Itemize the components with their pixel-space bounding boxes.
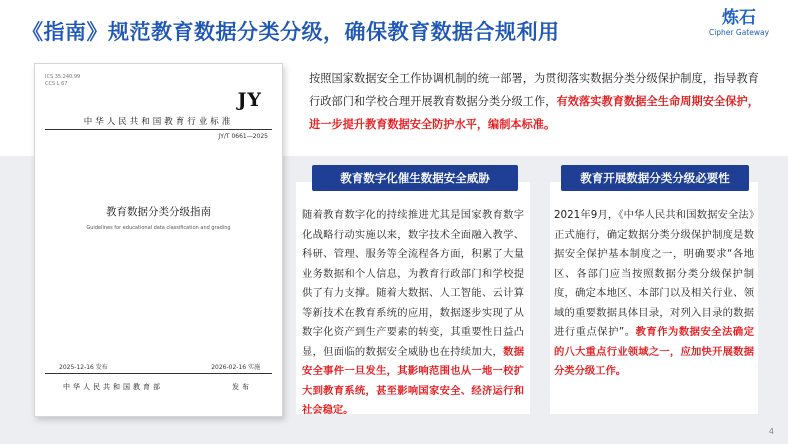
- necessity-highlight: 教育作为数据安全法确定的八大重点行业领域之一，应加快开展数据分类分级工作。: [554, 326, 755, 377]
- threat-heading: 教育数字化催生数据安全威胁: [312, 165, 518, 191]
- standard-cover-image: [34, 63, 283, 417]
- cover-issue-label: 发布: [232, 383, 252, 391]
- intro-paragraph: [309, 67, 759, 136]
- threat-highlight: 数据安全事件一旦发生，其影响范围也从一地一校扩大到教育系统，甚至影响国家安全、经济运行和社会稳定。: [302, 345, 525, 416]
- cover-ics: [45, 74, 80, 88]
- page-number: 4: [768, 427, 774, 436]
- logo-subtext: Cipher Gateway: [708, 28, 770, 37]
- cover-divider-bottom: [45, 373, 272, 374]
- necessity-heading: 教育开展数据分类分级必要性: [561, 165, 749, 191]
- cover-title-english: Guidelines for educational data classification and grading: [86, 225, 231, 231]
- logo-text: 炼石: [722, 8, 756, 28]
- cover-implement-date: 2026-02-16 实施: [211, 364, 260, 371]
- brand-logo: [704, 8, 774, 37]
- cover-code: JY: [237, 89, 262, 111]
- cover-ics-line: ICS 35.240.99: [45, 74, 81, 80]
- threat-paragraph: [302, 206, 524, 421]
- intro-highlight: 有效落实教育数据全生命周期安全保护，进一步提升教育数据安全防护水平，编制本标准。: [309, 95, 759, 131]
- cover-issuer: 中华人民共和国教育部: [63, 383, 163, 391]
- threat-text: 随着教育数字化的持续推进尤其是国家教育数字化战略行动实施以来，数字技术全面融入教学、科研、管理、服务等全流程各方面，积累了大量业务数据和个人信息，为教育行政部门和学校提供了有力支撑。随着大数据、人工智能、云计算等新技术在教育系统的应用，数据逐步实现了从数字化资产到生产要素的转变，其重要性日益凸显，但面临的数据安全威胁也在持续加大，: [302, 209, 524, 358]
- cover-publish-date: 2025-12-16 发布: [59, 364, 108, 371]
- necessity-text: 2021年9月，《中华人民共和国数据安全法》正式施行，确定数据分类分级保护制度是数据安全保护基本制度之一，明确要求“各地区、各部门应当按照数据分类分级保护制度，确定本地区、本部门以及相关行业、领域的重要数据具体目录，对列入目录的数据进行重点保护”。: [554, 209, 754, 338]
- cover-divider: [45, 129, 272, 130]
- cover-title: 教育数据分类分级指南: [106, 206, 211, 218]
- necessity-paragraph: [554, 206, 754, 382]
- cover-organization: 中华人民共和国教育行业标准: [83, 117, 234, 127]
- intro-text: 按照国家数据安全工作协调机制的统一部署，为贯彻落实数据分类分级保护制度，指导教育行政部门和学校合理开展教育数据分类分级工作，: [309, 72, 759, 108]
- cover-standard-number: JY/T 0661—2025: [218, 133, 268, 140]
- cover-ccs-line: CCS L 67: [45, 81, 68, 87]
- page-title: 《指南》规范教育数据分类分级，确保教育数据合规利用: [22, 20, 560, 44]
